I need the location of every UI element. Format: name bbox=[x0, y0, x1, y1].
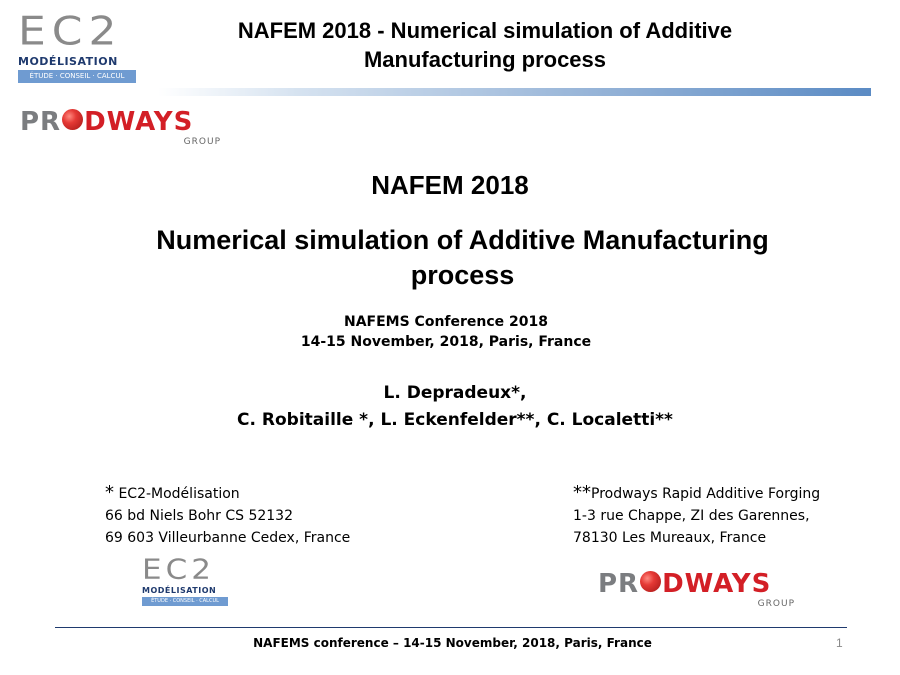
prodways-logo-group: GROUP bbox=[183, 137, 221, 147]
prodways-bottom-sphere-icon bbox=[640, 571, 661, 592]
affiliation-left bbox=[105, 482, 350, 549]
affiliation-left-city: 69 603 Villeurbanne Cedex, France bbox=[105, 530, 351, 546]
page-number: 1 bbox=[836, 636, 843, 650]
header-title-line1: NAFEM 2018 - Numerical simulation of Additive bbox=[237, 18, 733, 43]
prodways-logo-bottom-part2: DWAYS bbox=[662, 569, 772, 599]
footer-divider bbox=[55, 627, 847, 628]
ec2-logo-top bbox=[18, 8, 140, 83]
header-title-line2: Manufacturing process bbox=[363, 47, 607, 72]
affiliation-right-city: 78130 Les Mureaux, France bbox=[573, 530, 767, 546]
ec2-logo-mark: EC2 bbox=[18, 8, 123, 55]
paper-title bbox=[110, 223, 815, 293]
prodways-logo-bottom bbox=[598, 571, 803, 609]
prodways-logo-part1: PR bbox=[20, 107, 62, 137]
prodways-logo-top bbox=[20, 109, 225, 147]
ec2-logo-bottom bbox=[142, 553, 232, 606]
header-divider bbox=[158, 88, 871, 96]
prodways-logo-bottom-part1: PR bbox=[598, 569, 640, 599]
affiliation-right bbox=[573, 482, 820, 549]
ec2-logo-bottom-mark: EC2 bbox=[142, 553, 215, 586]
main-title: NAFEM 2018 bbox=[371, 170, 529, 200]
affiliation-right-street: 1-3 rue Chappe, ZI des Garennes, bbox=[573, 508, 810, 524]
header-title bbox=[170, 16, 800, 74]
affiliation-right-marker: ** bbox=[573, 482, 591, 503]
prodways-sphere-icon bbox=[62, 109, 83, 130]
paper-title-line1: Numerical simulation of Additive Manufacturing bbox=[156, 225, 769, 255]
prodways-logo-bottom-group: GROUP bbox=[757, 599, 795, 609]
ec2-logo-tagline: ÉTUDE · CONSEIL · CALCUL bbox=[18, 70, 136, 83]
authors-line2: C. Robitaille *, L. Eckenfelder**, C. Localetti** bbox=[237, 410, 673, 430]
ec2-logo-name: MODÉLISATION bbox=[18, 55, 118, 68]
footer-text: NAFEMS conference – 14-15 November, 2018, Paris, France bbox=[253, 636, 652, 650]
conference-name: NAFEMS Conference 2018 bbox=[343, 314, 548, 330]
authors bbox=[0, 380, 900, 434]
affiliation-left-marker: * bbox=[105, 482, 114, 503]
paper-title-line2: process bbox=[410, 260, 515, 290]
affiliation-right-name: Prodways Rapid Additive Forging bbox=[591, 486, 821, 502]
ec2-logo-bottom-name: MODÉLISATION bbox=[142, 586, 217, 595]
conference-date: 14-15 November, 2018, Paris, France bbox=[300, 334, 592, 350]
affiliation-left-street: 66 bd Niels Bohr CS 52132 bbox=[105, 508, 293, 524]
ec2-logo-bottom-tagline: ÉTUDE · CONSEIL · CALCUL bbox=[142, 597, 228, 606]
affiliation-left-name: EC2-Modélisation bbox=[114, 486, 240, 502]
authors-line1: L. Depradeux*, bbox=[383, 383, 527, 403]
prodways-logo-part2: DWAYS bbox=[84, 107, 194, 137]
